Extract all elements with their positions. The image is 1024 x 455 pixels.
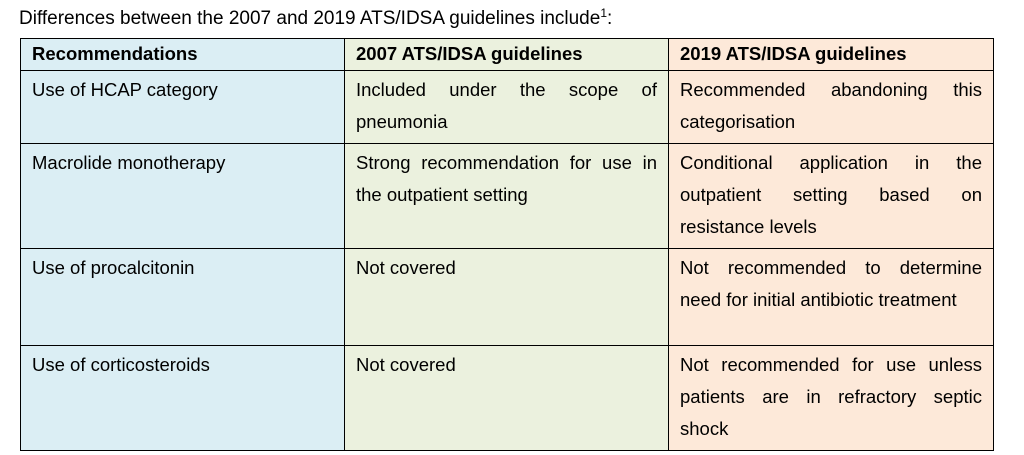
- guideline-2019-cell: Conditional application in the outpatient setting based on resistance levels: [669, 144, 994, 249]
- caption-text: Differences between the 2007 and 2019 ATS/IDSA guidelines include: [19, 8, 601, 29]
- table-row: [21, 71, 994, 144]
- guideline-2007-cell: Strong recommendation for use in the outpatient setting: [345, 144, 669, 249]
- table-row: [21, 249, 994, 346]
- guidelines-comparison-table: [20, 38, 994, 451]
- recommendation-cell: Macrolide monotherapy: [21, 144, 345, 249]
- table-caption: [19, 6, 612, 32]
- table-row: [21, 144, 994, 249]
- table-header-row: [21, 39, 994, 71]
- recommendation-cell: Use of HCAP category: [21, 71, 345, 144]
- guideline-2007-cell: Not covered: [345, 249, 669, 346]
- guideline-2019-cell: Not recommended for use unless patients are in refractory septic shock: [669, 346, 994, 451]
- caption-suffix: :: [607, 8, 613, 29]
- header-2019-guidelines: 2019 ATS/IDSA guidelines: [669, 39, 994, 71]
- recommendation-cell: Use of procalcitonin: [21, 249, 345, 346]
- guideline-2007-cell: Not covered: [345, 346, 669, 451]
- recommendation-cell: Use of corticosteroids: [21, 346, 345, 451]
- guideline-2019-cell: Not recommended to determine need for initial antibiotic treatment: [669, 249, 994, 346]
- header-recommendations: Recommendations: [21, 39, 345, 71]
- header-2007-guidelines: 2007 ATS/IDSA guidelines: [345, 39, 669, 71]
- table-row: [21, 346, 994, 451]
- guideline-2007-cell: Included under the scope of pneumonia: [345, 71, 669, 144]
- guideline-2019-cell: Recommended abandoning this categorisation: [669, 71, 994, 144]
- footnote-marker: 1: [600, 6, 607, 20]
